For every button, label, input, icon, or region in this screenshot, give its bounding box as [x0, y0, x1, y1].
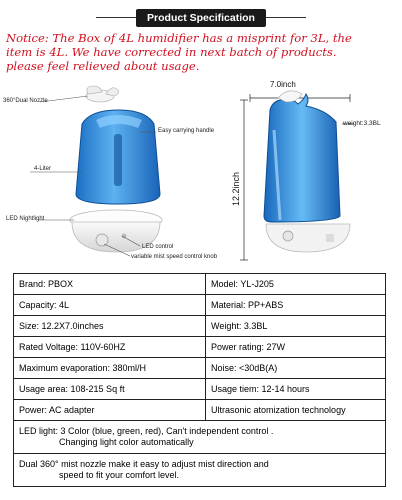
table-row	[14, 379, 386, 400]
table-row	[14, 274, 386, 295]
humidifier-icon	[264, 91, 350, 252]
label-handle: Easy carrying handle	[158, 128, 215, 134]
notice-line: please feel relieved about usage.	[6, 59, 200, 73]
spec-cell: Weight: 3.3BL	[206, 316, 386, 337]
spec-cell: Usage area: 108-215 Sq ft	[14, 379, 206, 400]
dimension-width: 7.0inch	[270, 80, 296, 89]
misprint-notice	[6, 31, 398, 73]
humidifier-exploded-diagram	[0, 80, 230, 266]
spec-cell: Maximum evaporation: 380ml/H	[14, 358, 206, 379]
spec-cell: Noise: <30dB(A)	[206, 358, 386, 379]
spec-cell: Model: YL-J205	[206, 274, 386, 295]
notice-line: item is 4L. We have corrected in next batch of products.	[6, 45, 337, 59]
label-led-nightlight: LED Nightlight	[6, 216, 45, 222]
page-title: Product Specification	[136, 9, 266, 27]
nozzle-icon	[86, 86, 119, 102]
table-row	[14, 400, 386, 421]
label-nozzle: 360°Dual Nozzle	[3, 98, 48, 104]
spec-cell: Rated Voltage: 110V-60HZ	[14, 337, 206, 358]
spec-cell: Power rating: 27W	[206, 337, 386, 358]
label-liter: 4-Liter	[34, 166, 52, 172]
spec-cell-nozzle	[14, 454, 386, 487]
table-row	[14, 295, 386, 316]
led-line-2: Changing light color automatically	[59, 437, 194, 447]
notice-line: Notice: The Box of 4L humidifier has a misprint for 3L, the	[6, 31, 352, 45]
table-row	[14, 454, 386, 487]
spec-cell: Material: PP+ABS	[206, 295, 386, 316]
dimension-weight: weight:3.3BL	[343, 120, 381, 127]
table-row	[14, 316, 386, 337]
header-bar	[0, 9, 402, 27]
spec-table	[13, 273, 386, 487]
nozzle-line-1: Dual 360° mist nozzle make it easy to adjust mist direction and	[19, 459, 269, 469]
table-row	[14, 337, 386, 358]
spec-cell: Brand: PBOX	[14, 274, 206, 295]
spec-cell: Usage tiem: 12-14 hours	[206, 379, 386, 400]
spec-cell: Ultrasonic atomization technology	[206, 400, 386, 421]
humidifier-dimension-diagram	[230, 80, 402, 266]
water-tank-icon	[76, 110, 160, 204]
product-illustration-area	[0, 80, 402, 266]
nozzle-line-2: speed to fit your comfort level.	[59, 470, 180, 480]
label-knob: variable mist speed control knob	[131, 254, 218, 260]
spec-cell: Capacity: 4L	[14, 295, 206, 316]
led-line-1: LED light: 3 Color (blue, green, red), Can't independent control .	[19, 426, 274, 436]
table-row	[14, 358, 386, 379]
header-divider-right	[266, 17, 306, 18]
dimension-height: 12.2inch	[231, 171, 241, 206]
header-divider-left	[96, 17, 136, 18]
label-led-control: LED control	[142, 244, 174, 250]
table-row	[14, 421, 386, 454]
spec-cell: Size: 12.2X7.0inches	[14, 316, 206, 337]
spec-cell-led	[14, 421, 386, 454]
spec-cell: Power: AC adapter	[14, 400, 206, 421]
